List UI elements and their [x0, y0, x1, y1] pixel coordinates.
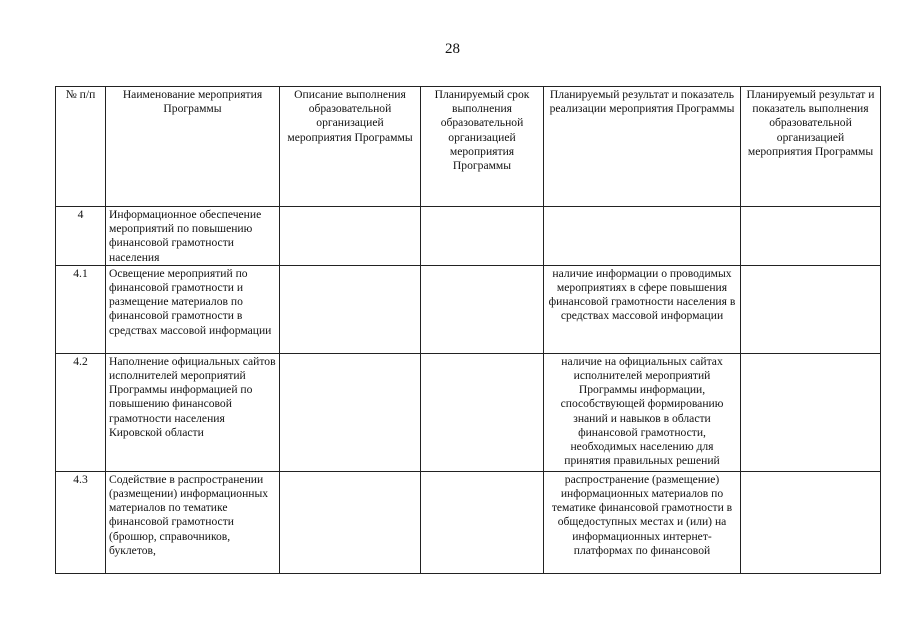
header-org-result: Планируемый результат и показатель выполнения образовательной организацией мероприятия Программы [741, 87, 881, 207]
row-name: Освещение мероприятий по финансовой грамотности и размещение материалов по финансовой грамотности в средствах массовой информации [106, 265, 280, 353]
table-row [56, 207, 881, 266]
row-result: наличие на официальных сайтах исполнителей мероприятий Программы информации, способствующей формированию знаний и навыков в области финансовой грамотности, необходимых населению для принятия правильных решений [544, 353, 741, 471]
row-term [421, 207, 544, 266]
row-description [280, 207, 421, 266]
program-table [55, 86, 881, 574]
header-term: Планируемый срок выполнения образовательной организацией мероприятия Программы [421, 87, 544, 207]
table-header-row [56, 87, 881, 207]
row-num: 4.2 [56, 353, 106, 471]
row-org-result [741, 471, 881, 573]
table-row [56, 471, 881, 573]
row-term [421, 353, 544, 471]
row-org-result [741, 265, 881, 353]
row-result: наличие информации о проводимых мероприятиях в сфере повышения финансовой грамотности населения в средствах массовой информации [544, 265, 741, 353]
page-number: 28 [445, 41, 460, 57]
row-org-result [741, 353, 881, 471]
row-result: распространение (размещение) информационных материалов по тематике финансовой грамотности в общедоступных местах и (или) на информационных интернет-платформах по финансовой [544, 471, 741, 573]
table-row [56, 265, 881, 353]
row-name: Содействие в распространении (размещении) информационных материалов по тематике финансовой грамотности (брошюр, справочников, буклетов, [106, 471, 280, 573]
row-result [544, 207, 741, 266]
header-result: Планируемый результат и показатель реализации мероприятия Программы [544, 87, 741, 207]
row-term [421, 265, 544, 353]
row-num: 4.3 [56, 471, 106, 573]
row-term [421, 471, 544, 573]
row-num: 4.1 [56, 265, 106, 353]
row-org-result [741, 207, 881, 266]
row-name: Информационное обеспечение мероприятий по повышению финансовой грамотности населения [106, 207, 280, 266]
header-name: Наименование мероприятия Программы [106, 87, 280, 207]
row-description [280, 353, 421, 471]
row-name: Наполнение официальных сайтов исполнителей мероприятий Программы информацией по повышению финансовой грамотности населения Кировской области [106, 353, 280, 471]
row-num: 4 [56, 207, 106, 266]
row-description [280, 265, 421, 353]
header-description: Описание выполнения образовательной организацией мероприятия Программы [280, 87, 421, 207]
row-description [280, 471, 421, 573]
header-num: № п/п [56, 87, 106, 207]
table-row [56, 353, 881, 471]
